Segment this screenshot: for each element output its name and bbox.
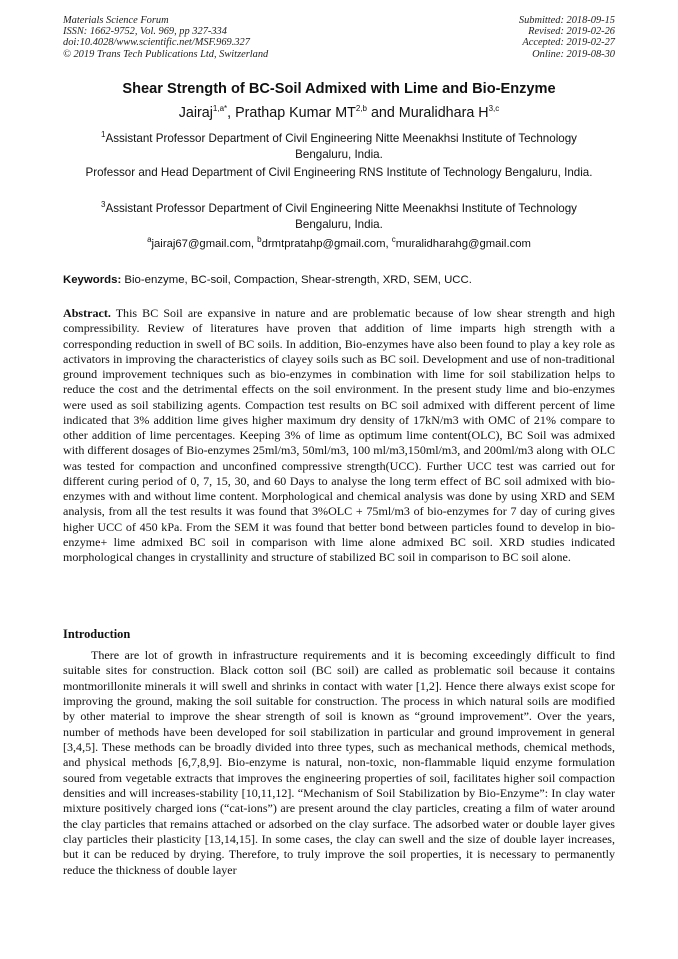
author-3-sup: 3,c [488, 104, 500, 114]
keywords-text: Bio-enzyme, BC-soil, Compaction, Shear-strength, XRD, SEM, UCC. [121, 274, 472, 286]
affiliation-2 [74, 165, 604, 181]
publication-dates [519, 15, 615, 60]
keywords [63, 272, 615, 288]
email-c: muralidharahg@gmail.com [395, 238, 531, 250]
date-submitted: Submitted: 2018-09-15 [518, 15, 615, 26]
affiliation-3 [74, 201, 604, 233]
author-emails [63, 236, 615, 252]
keywords-label: Keywords: [63, 274, 122, 286]
author-3: Muralidhara H [398, 105, 489, 121]
affiliation-1 [74, 131, 604, 163]
abstract-label: Abstract. [63, 306, 111, 320]
email-c-sup: c [391, 235, 396, 245]
author-list [63, 104, 615, 122]
abstract [63, 306, 615, 565]
journal-info [63, 15, 268, 60]
affiliation-3-text: Assistant Professor Department of Civil Engineering Nitte Meenakhsi Institute of Technology Bengaluru, India. [105, 202, 577, 231]
affiliation-2-text: Professor and Head Department of Civil Engineering RNS Institute of Technology Bengaluru, India. [85, 166, 593, 179]
journal-name: Materials Science Forum [63, 15, 169, 26]
journal-issn: ISSN: 1662-9752, Vol. 969, pp 327-334 [63, 26, 227, 38]
date-revised: Revised: 2019-02-26 [528, 26, 615, 38]
affiliation-1-sup: 1 [101, 130, 106, 140]
email-b-sup: b [257, 235, 262, 245]
paper-title: Shear Strength of BC-Soil Admixed with Lime and Bio-Enzyme [122, 81, 556, 97]
introduction-heading: Introduction [63, 627, 131, 641]
email-a-sup: a [147, 235, 152, 245]
author-1-sup: 1,a* [212, 104, 228, 114]
introduction-paragraph: There are lot of growth in infrastructure requirements and it is becoming exceedingly difficult to find suitable sites for construction. Black cotton soil (BC soil) are called as problematic soil because it contains montmorillonite minerals it will swell and shrinks in contact with water [1,2]. Hence there always exist scope for improving the ground, making the soil suitable for construction. The process in which natural soils are modified by other material to improve the shear strength of soil is known as “ground improvement”. Over the years, number of methods have been developed for soil stabilization in particular and ground improvement in general [3,4,5]. These methods can be broadly divided into three types, such as mechanical methods, chemical methods, and physical methods [6,7,8,9]. Bio-enzyme is natural, non-toxic, non-flammable liquid enzyme formulation soured from vegetable extracts that improves the engineering properties of soil, facilitates higher soil compaction densities and will increases-stability [10,11,12]. “Mechanism of Soil Stabilization by Bio-Enzyme”: In clay water mixture positively charged ions (“cat-ions”) are present around the clay particles, creating a film of water around the clay particles that remains attached or adsorbed on the clay surface. The adsorbed water or double layer gives clay particles their plasticity [13,14,15]. In some cases, the clay can swell and the size of double layer increases, but it can be reduced by drying. Therefore, to truly improve the soil properties, it is necessary to permanently reduce the thickness of double layer [63, 648, 615, 877]
author-2: Prathap Kumar MT [235, 105, 356, 121]
email-a: jairaj67@gmail.com, [151, 238, 258, 250]
email-b: drmtpratahp@gmail.com, [261, 238, 392, 250]
affiliation-3-sup: 3 [101, 200, 106, 210]
author-sep: and [366, 105, 399, 121]
author-2-sup: 2,b [355, 104, 367, 114]
date-online: Online: 2019-08-30 [532, 48, 615, 60]
date-accepted: Accepted: 2019-02-27 [522, 37, 615, 49]
journal-doi: doi:10.4028/www.scientific.net/MSF.969.327 [63, 37, 250, 49]
author-1: Jairaj [178, 105, 213, 121]
author-sep: , [227, 105, 236, 121]
affiliation-1-text: Assistant Professor Department of Civil Engineering Nitte Meenakhsi Institute of Technology Bengaluru, India. [105, 132, 577, 161]
journal-copyright: © 2019 Trans Tech Publications Ltd, Switzerland [63, 48, 269, 60]
abstract-text: This BC Soil are expansive in nature and are problematic because of low shear strength and high compressibility. Review of literatures have proven that addition of lime imparts high strength with a corresponding reduction in swell of BC soils. In addition, Bio-enzymes have also been found to play a key role as activators in improving the characteristics of clayey soils such as BC soil. Development and use of non-traditional ground improvement techniques such as bio-enzymes in combination with lime for soil stabilization helps to reduce the cost and the detrimental effects on the soil environment. In the present study lime and bio-enzymes were used as soil stabilizing agents. Compaction test results on BC soil admixed with different percent of lime indicated that 3% addition lime gives higher maximum dry density of 17kN/m3 with OMC of 21% compare to other addition of lime percentages. Keeping 3% of lime as optimum lime content(OLC), BC Soil was admixed with different dosages of Bio-enzymes 25ml/m3, 50ml/m3, 100 ml/m3,150ml/m3, and 200ml/m3 along with OLC was tested for compaction and unconfined compressive strength(UCC). Further UCC test was carried out for different curing period of 0, 7, 15, 30, and 60 Days to analyse the long term effect of BC soil admixed with bio-enzymes with and without lime content. Morphological and chemical analysis was done by using XRD and SEM analysis, from all the test results it was found that 3%OLC + 75ml/m3 of bio-enzymes for 7 day of curing gives higher UCC of 450 kPa. From the SEM it was found that better bond between particles found to develop in bio-enzyme+ lime admixed BC soil in comparison with lime alone admixed BC soil. XRD studies indicated morphological changes in crystallinity and structure of stabilized BC soil in comparison to BC soil alone. [63, 306, 615, 564]
